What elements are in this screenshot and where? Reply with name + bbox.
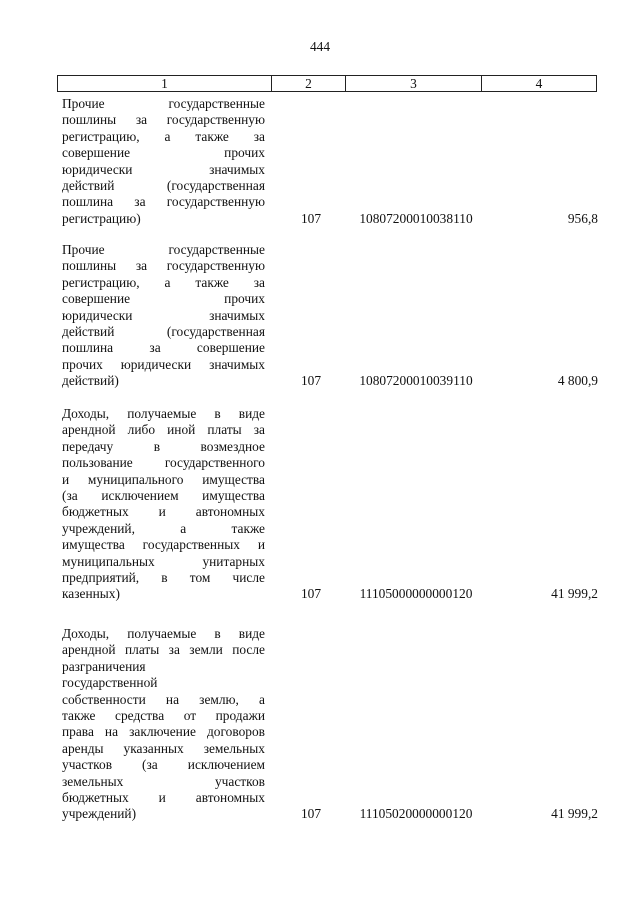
description-line: Прочие государственные xyxy=(62,242,265,257)
description-line: права на заключение договоров xyxy=(62,724,265,740)
row-description xyxy=(62,406,265,603)
description-line: совершение прочих xyxy=(62,291,265,307)
description-line: прочих юридически значимых xyxy=(62,356,265,372)
admin-code: 107 xyxy=(300,210,322,226)
header-col-1: 1 xyxy=(58,76,272,91)
description-line: участков (за исключением xyxy=(62,757,265,773)
amount-value: 41 999,2 xyxy=(551,586,598,602)
description-line: регистрацию, а также за xyxy=(62,274,265,290)
description-line: пошлины за государственную xyxy=(62,258,265,274)
description-line: имущества государственных и xyxy=(62,537,265,553)
description-line: пошлины за государственную xyxy=(62,112,265,128)
description-line: действий) xyxy=(62,373,119,389)
description-line: Доходы, получаемые в виде xyxy=(62,406,265,421)
description-line: учреждений, а также xyxy=(62,520,265,536)
description-line: действий (государственная xyxy=(62,178,265,194)
amount-value: 41 999,2 xyxy=(551,806,598,822)
description-line: аренды указанных земельных xyxy=(62,740,265,756)
description-line: разграничения xyxy=(62,658,146,674)
description-line: и муниципального имущества xyxy=(62,471,265,487)
row-description xyxy=(62,626,265,823)
description-line: регистрацию, а также за xyxy=(62,128,265,144)
description-line: бюджетных и автономных xyxy=(62,504,265,520)
description-line: совершение прочих xyxy=(62,145,265,161)
amount-value: 4 800,9 xyxy=(557,373,598,389)
description-line: муниципальных унитарных xyxy=(62,553,265,569)
description-line: предприятий, в том числе xyxy=(62,570,265,586)
header-col-4: 4 xyxy=(535,76,543,91)
description-line: юридически значимых xyxy=(62,307,265,323)
description-line: Прочие государственные xyxy=(62,96,265,111)
row-description xyxy=(62,242,265,390)
description-line: казенных) xyxy=(62,586,120,602)
description-line: также средства от продажи xyxy=(62,708,265,724)
description-line: пошлина за совершение xyxy=(62,340,265,356)
description-line: Доходы, получаемые в виде xyxy=(62,626,265,641)
budget-classification-code: 10807200010039110 xyxy=(359,373,473,389)
description-line: пользование государственного xyxy=(62,455,265,471)
row-description xyxy=(62,96,265,227)
description-line: учреждений) xyxy=(62,806,137,822)
description-line: государственной xyxy=(62,675,158,691)
description-line: передачу в возмездное xyxy=(62,438,265,454)
description-line: арендной платы за земли после xyxy=(62,642,265,658)
admin-code: 107 xyxy=(300,373,322,389)
description-line: юридически значимых xyxy=(62,161,265,177)
admin-code: 107 xyxy=(300,806,322,822)
description-line: регистрацию) xyxy=(62,210,141,226)
description-line: действий (государственная xyxy=(62,324,265,340)
header-col-3: 3 xyxy=(346,76,482,91)
description-line: бюджетных и автономных xyxy=(62,790,265,806)
description-line: арендной либо иной платы за xyxy=(62,422,265,438)
table-header xyxy=(57,75,597,92)
description-line: собственности на землю, а xyxy=(62,691,265,707)
budget-classification-code: 11105000000000120 xyxy=(359,586,473,602)
description-line: земельных участков xyxy=(62,773,265,789)
admin-code: 107 xyxy=(300,586,322,602)
budget-classification-code: 11105020000000120 xyxy=(359,806,473,822)
budget-classification-code: 10807200010038110 xyxy=(359,210,473,226)
header-col-2: 2 xyxy=(272,76,346,91)
amount-value: 956,8 xyxy=(567,210,598,226)
description-line: (за исключением имущества xyxy=(62,488,265,504)
description-line: пошлина за государственную xyxy=(62,194,265,210)
page-number: 444 xyxy=(309,39,331,54)
